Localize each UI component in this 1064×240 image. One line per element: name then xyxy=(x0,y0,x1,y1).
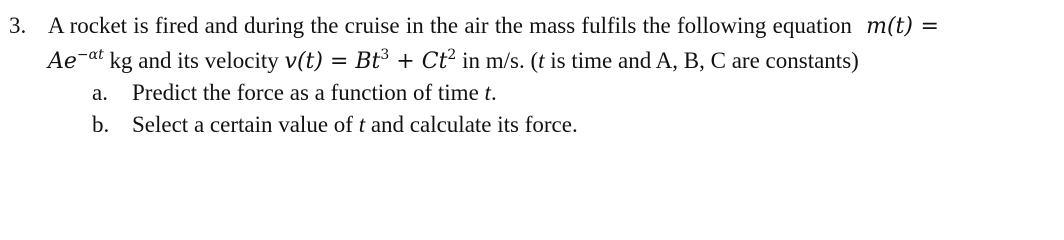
mass-equation-lhs: m(t) = xyxy=(866,14,939,39)
velocity-exp-2: 2 xyxy=(447,47,457,63)
units-text: kg and its velocity xyxy=(103,48,285,73)
subpart-a-text-main: Predict the force as a function of time xyxy=(132,80,485,105)
subpart-b-text xyxy=(132,113,578,136)
subpart-a-label: a. xyxy=(92,80,108,105)
constants-note: is time and A, B, C are constants) xyxy=(544,48,859,73)
subpart-b-text-main: Select a certain value of xyxy=(132,112,359,137)
velocity-lhs: v(t) xyxy=(284,49,323,74)
subpart-a-text xyxy=(132,81,497,104)
subpart-b-italic-t: t xyxy=(358,112,366,137)
mass-equation-rhs: Ae xyxy=(48,49,77,74)
velocity-term-b: Bt xyxy=(355,49,381,74)
time-variable: t xyxy=(538,48,545,73)
subpart-a-italic-t: t xyxy=(484,80,491,105)
velocity-exp-3: 3 xyxy=(380,47,390,63)
velocity-units-text: in m/s. ( xyxy=(456,48,539,73)
velocity-plus: + xyxy=(389,49,422,74)
question-line-1 xyxy=(48,14,939,38)
velocity-equals: = xyxy=(322,49,356,74)
subpart-b-text-end: and calculate its force. xyxy=(365,112,578,137)
subpart-a-text-end: . xyxy=(490,80,497,105)
question-text: A rocket is fired and during the cruise in the air the mass fulfils the following equation xyxy=(48,13,852,38)
velocity-term-c: Ct xyxy=(421,49,448,74)
mass-equation-exponent: −αt xyxy=(76,47,104,63)
question-number: 3. xyxy=(9,13,27,38)
question-line-2 xyxy=(48,48,859,73)
subpart-b-label: b. xyxy=(92,112,110,137)
